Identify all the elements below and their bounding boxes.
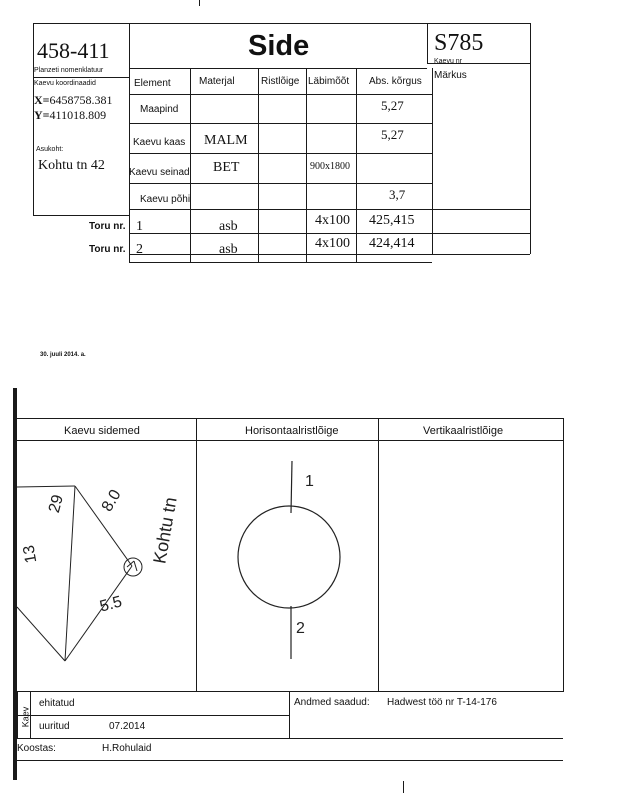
sketch-label-d: 5.5 <box>98 593 124 616</box>
table-row-material: BET <box>213 160 240 175</box>
pipe-material: asb <box>219 219 238 234</box>
col-header-height: Abs. kõrgus <box>369 76 422 87</box>
table-row-height: 3,7 <box>389 187 406 202</box>
pipe-nr: 1 <box>136 219 143 234</box>
location-caption: Asukoht: <box>36 146 64 153</box>
pipe-diameter: 4x100 <box>315 213 350 228</box>
table-row-element: Kaevu kaas <box>133 137 186 148</box>
page-title: Side <box>248 30 310 62</box>
pipe-nr: 2 <box>136 242 143 257</box>
table-row-element: Kaevu põhi <box>140 194 191 205</box>
notes-label: Märkus <box>434 70 467 81</box>
sketch-label-c: 13 <box>20 543 41 565</box>
data-source-value: Hadwest töö nr T-14-176 <box>387 697 497 708</box>
table-row-material: MALM <box>204 133 248 148</box>
measured-label: uuritud <box>39 721 70 732</box>
col-header-horizontal: Horisontaalristlõige <box>245 425 339 437</box>
pipe-label: Toru nr. <box>89 221 126 232</box>
pipe-diameter: 4x100 <box>315 236 350 251</box>
col-header-vertical: Vertikaalristlõige <box>423 425 504 437</box>
coords-caption: Kaevu koordinaadid <box>34 80 96 87</box>
location-value: Kohtu tn 42 <box>38 158 105 173</box>
author-value: H.Rohulaid <box>102 743 152 754</box>
coord-y <box>34 108 106 123</box>
col-header-diameter: Läbimõõt <box>308 76 350 87</box>
pipe-label: Toru nr. <box>89 244 126 255</box>
coord-x-label: X= <box>34 93 50 107</box>
table-row-height: 5,27 <box>381 127 404 142</box>
table-row-height: 5,27 <box>381 98 404 113</box>
well-id: S785 <box>434 30 484 56</box>
sheet-caption: Planzeti nomenklatuur <box>34 67 104 74</box>
well-caption: Kaevu nr <box>434 58 463 65</box>
pipe-label-bottom: 2 <box>296 620 305 637</box>
connections-sketch <box>17 441 196 691</box>
date-note: 30. juuli 2014. a. <box>40 352 86 358</box>
built-label: ehitatud <box>39 698 75 709</box>
col-header-cross: Ristlõige <box>261 76 300 87</box>
col-header-material: Materjal <box>199 76 235 87</box>
coord-x-value: 6458758.381 <box>49 93 113 107</box>
table-row-element: Kaevu seinad <box>129 167 190 178</box>
col-header-element: Element <box>134 78 171 89</box>
pipe-height: 424,414 <box>369 236 415 251</box>
sheet-code: 458-411 <box>37 38 110 63</box>
sketch-label-a: 29 <box>45 493 67 515</box>
footer-vertical-label: Kaev <box>20 706 31 728</box>
table-row-diameter: 900x1800 <box>310 161 350 172</box>
scan-mark <box>199 0 200 6</box>
measured-date: 07.2014 <box>109 721 146 732</box>
pipe-material: asb <box>219 242 238 257</box>
author-label: Koostas: <box>17 743 56 754</box>
coord-y-label: Y= <box>34 108 50 122</box>
horizontal-section-diagram <box>197 441 378 691</box>
pipe-label-top: 1 <box>305 473 314 490</box>
data-source-label: Andmed saadud: <box>294 697 370 708</box>
coord-y-value: 411018.809 <box>49 108 107 122</box>
pipe-height: 425,415 <box>369 213 415 228</box>
sketch-label-b: 8.0 <box>98 486 125 515</box>
scan-mark <box>403 781 404 793</box>
coord-x <box>34 93 113 108</box>
table-row-element: Maapind <box>140 104 179 115</box>
col-header-connections: Kaevu sidemed <box>64 425 140 437</box>
sketch-street-label: Kohtu tn <box>149 495 181 566</box>
